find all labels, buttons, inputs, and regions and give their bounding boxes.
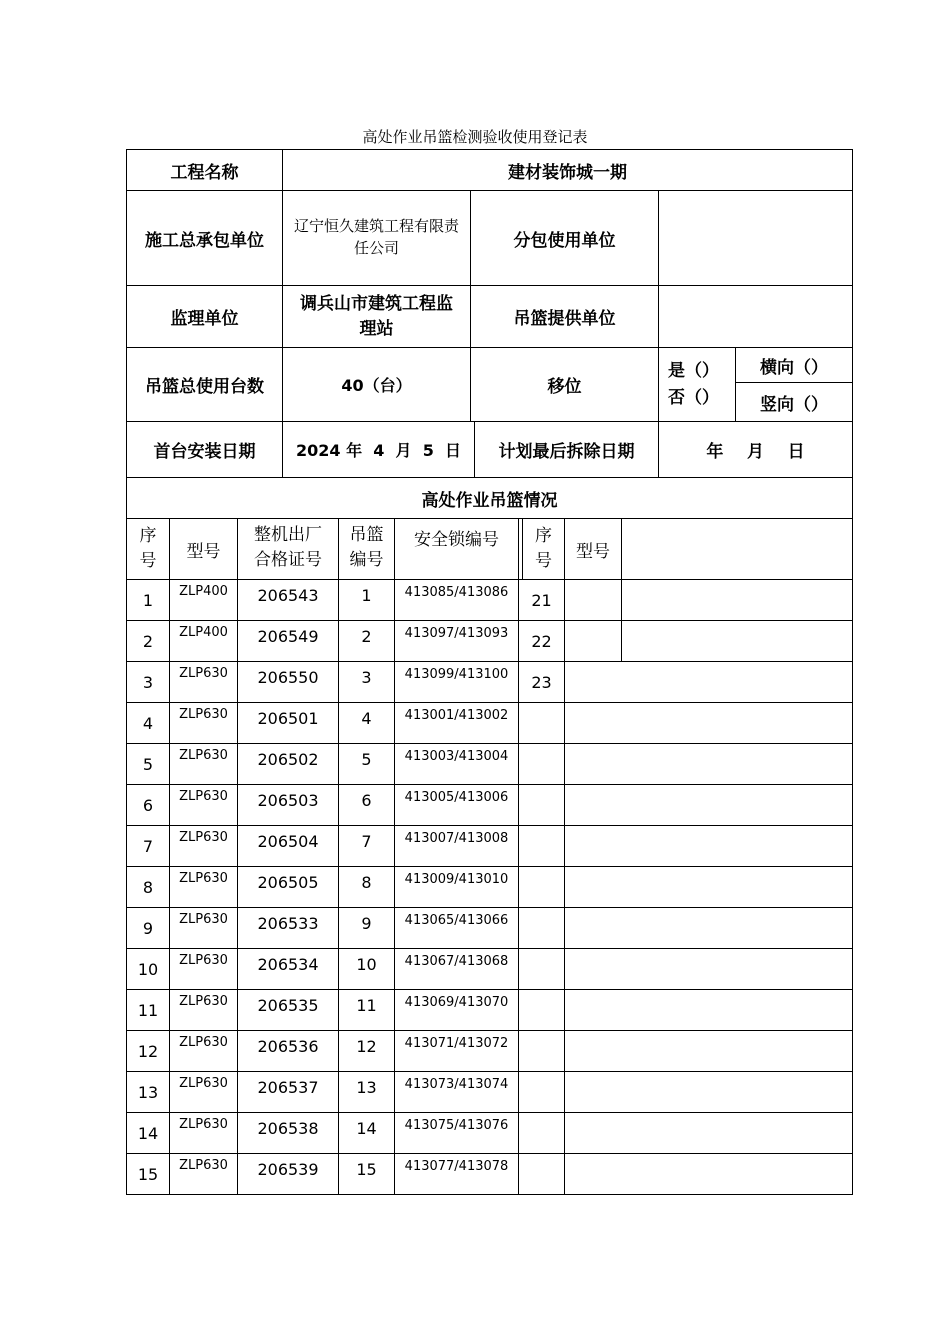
cell-model: ZLP630 [169,989,238,1031]
cell-seq: 5 [126,743,170,785]
cell-basket-no: 9 [338,907,395,949]
cell-lock-no [394,989,519,1031]
general-contractor-value: 辽宁恒久建筑工程有限责任公司 [282,190,471,286]
provider-label: 吊篮提供单位 [470,285,659,348]
cell-cert: 206539 [237,1153,339,1195]
cell-model: ZLP630 [169,743,238,785]
lock-number-text: 413067/413068 [404,954,509,969]
cell-basket-no: 8 [338,866,395,908]
cell-basket-no: 12 [338,1030,395,1072]
cell-lock-no [394,1071,519,1113]
col-extra-header-right [621,518,853,580]
cell-seq-right [518,702,565,744]
first-install-label: 首台安装日期 [126,421,283,478]
lock-number-text: 413071/413072 [404,1036,509,1051]
cell-extra-right [564,1153,853,1195]
cell-lock-no [394,702,519,744]
cell-basket-no: 1 [338,579,395,621]
cell-seq-right [518,1153,565,1195]
cell-cert: 206503 [237,784,339,826]
cell-lock-no [394,784,519,826]
cell-basket-no: 6 [338,784,395,826]
lock-number-text: 413073/413074 [404,1077,509,1092]
cell-basket-no: 10 [338,948,395,990]
cell-extra-right [564,866,853,908]
total-label: 吊篮总使用台数 [126,347,283,422]
lock-number-text: 413077/413078 [404,1159,509,1174]
col-model-header: 型号 [169,518,238,580]
general-contractor-label: 施工总承包单位 [126,190,283,286]
planned-removal-label: 计划最后拆除日期 [474,421,659,478]
cell-model: ZLP630 [169,907,238,949]
cell-extra-right [564,743,853,785]
cell-seq-right [518,1112,565,1154]
cell-basket-no: 4 [338,702,395,744]
cell-seq: 8 [126,866,170,908]
supervisor-label: 监理单位 [126,285,283,348]
cell-seq: 10 [126,948,170,990]
lock-number-text: 413099/413100 [404,667,509,682]
cell-cert: 206536 [237,1030,339,1072]
cell-lock-no [394,948,519,990]
cell-model: ZLP630 [169,866,238,908]
cell-model: ZLP630 [169,1030,238,1072]
cell-seq-right [518,784,565,826]
cell-extra-right [564,1071,853,1113]
cell-model: ZLP630 [169,784,238,826]
cell-model: ZLP630 [169,825,238,867]
cell-lock-no [394,866,519,908]
cell-cert: 206504 [237,825,339,867]
cell-cert: 206537 [237,1071,339,1113]
cell-basket-no: 15 [338,1153,395,1195]
cell-extra-right [564,1112,853,1154]
section-title: 高处作业吊篮情况 [126,477,853,519]
cell-seq: 12 [126,1030,170,1072]
lock-number-text: 413003/413004 [404,749,509,764]
cell-cert: 206535 [237,989,339,1031]
planned-removal-value: 年 月 日 [658,421,853,478]
project-label: 工程名称 [126,149,283,191]
cell-seq: 7 [126,825,170,867]
cell-model: ZLP630 [169,1153,238,1195]
cell-lock-no [394,579,519,621]
cell-basket-no: 11 [338,989,395,1031]
cell-cert: 206534 [237,948,339,990]
cell-model: ZLP400 [169,579,238,621]
cell-extra-right [564,1030,853,1072]
cell-seq: 3 [126,661,170,703]
cell-seq-right [518,1071,565,1113]
cell-lock-no [394,661,519,703]
lock-number-text: 413065/413066 [404,913,509,928]
cell-model-right [564,579,622,621]
cell-seq-right [518,1030,565,1072]
relocation-vertical: 竖向（） [735,382,853,422]
subcontractor-value [658,190,853,286]
cell-lock-no [394,743,519,785]
cell-basket-no: 7 [338,825,395,867]
subcontractor-label: 分包使用单位 [470,190,659,286]
relocation-yes: 是（） [668,361,719,382]
cell-seq-right: 23 [518,661,565,703]
lock-number-text: 413009/413010 [404,872,509,887]
cell-seq-right [518,907,565,949]
col-basket-no-header: 吊篮编号 [338,518,395,580]
cell-basket-no: 13 [338,1071,395,1113]
cell-seq: 13 [126,1071,170,1113]
lock-number-text: 413005/413006 [404,790,509,805]
cell-cert: 206501 [237,702,339,744]
cell-seq: 15 [126,1153,170,1195]
col-lock-no-header: 安全锁编号 [394,518,519,580]
first-install-value: 2024 年 4 月 5 日 [282,421,475,478]
cell-seq-right [518,866,565,908]
relocation-yes-no [658,347,736,422]
lock-number-text: 413085/413086 [404,585,509,600]
cell-model: ZLP630 [169,1071,238,1113]
cell-cert: 206505 [237,866,339,908]
form-title: 高处作业吊篮检测验收使用登记表 [362,128,588,146]
cell-cert: 206538 [237,1112,339,1154]
lock-number-text: 413097/413093 [404,626,509,641]
project-value: 建材装饰城一期 [282,149,853,191]
cell-cert: 206543 [237,579,339,621]
cell-model: ZLP630 [169,661,238,703]
cell-extra-right [621,579,853,621]
cell-extra-right [564,907,853,949]
cell-cert: 206550 [237,661,339,703]
cell-basket-no: 14 [338,1112,395,1154]
cell-seq-right: 21 [518,579,565,621]
cell-lock-no [394,1030,519,1072]
lock-number-text: 413075/413076 [404,1118,509,1133]
cell-cert: 206502 [237,743,339,785]
lock-number-text: 413007/413008 [404,831,509,846]
cell-seq: 11 [126,989,170,1031]
provider-value [658,285,853,348]
cell-lock-no [394,1153,519,1195]
col-seq-header: 序号 [126,518,170,580]
cell-lock-no [394,825,519,867]
cell-seq: 2 [126,620,170,662]
cell-seq: 9 [126,907,170,949]
cell-extra-right [564,784,853,826]
cell-model: ZLP630 [169,948,238,990]
supervisor-value: 调兵山市建筑工程监理站 [282,285,471,348]
cell-seq: 6 [126,784,170,826]
cell-lock-no [394,907,519,949]
cell-model-right [564,620,622,662]
cell-seq: 14 [126,1112,170,1154]
cell-seq-right [518,743,565,785]
cell-basket-no: 3 [338,661,395,703]
lock-number-text: 413001/413002 [404,708,509,723]
col-model-header-right: 型号 [564,518,622,580]
col-cert-header: 整机出厂合格证号 [237,518,339,580]
cell-extra-right [564,989,853,1031]
cell-cert: 206549 [237,620,339,662]
lock-number-text: 413069/413070 [404,995,509,1010]
total-value: 40（台） [282,347,471,422]
cell-extra-right [564,661,853,703]
cell-seq-right [518,825,565,867]
cell-extra-right [564,948,853,990]
cell-seq: 4 [126,702,170,744]
relocation-no: 否（） [668,387,719,408]
col-seq-header-right: 序号 [522,518,565,580]
cell-lock-no [394,620,519,662]
cell-basket-no: 2 [338,620,395,662]
cell-seq-right [518,989,565,1031]
cell-seq-right [518,948,565,990]
cell-seq-right: 22 [518,620,565,662]
cell-seq: 1 [126,579,170,621]
cell-model: ZLP630 [169,702,238,744]
cell-extra-right [564,825,853,867]
cell-model: ZLP630 [169,1112,238,1154]
cell-lock-no [394,1112,519,1154]
cell-extra-right [564,702,853,744]
relocation-horizontal: 横向（） [735,347,853,383]
cell-extra-right [621,620,853,662]
cell-basket-no: 5 [338,743,395,785]
cell-model: ZLP400 [169,620,238,662]
relocation-label: 移位 [470,347,659,422]
cell-cert: 206533 [237,907,339,949]
